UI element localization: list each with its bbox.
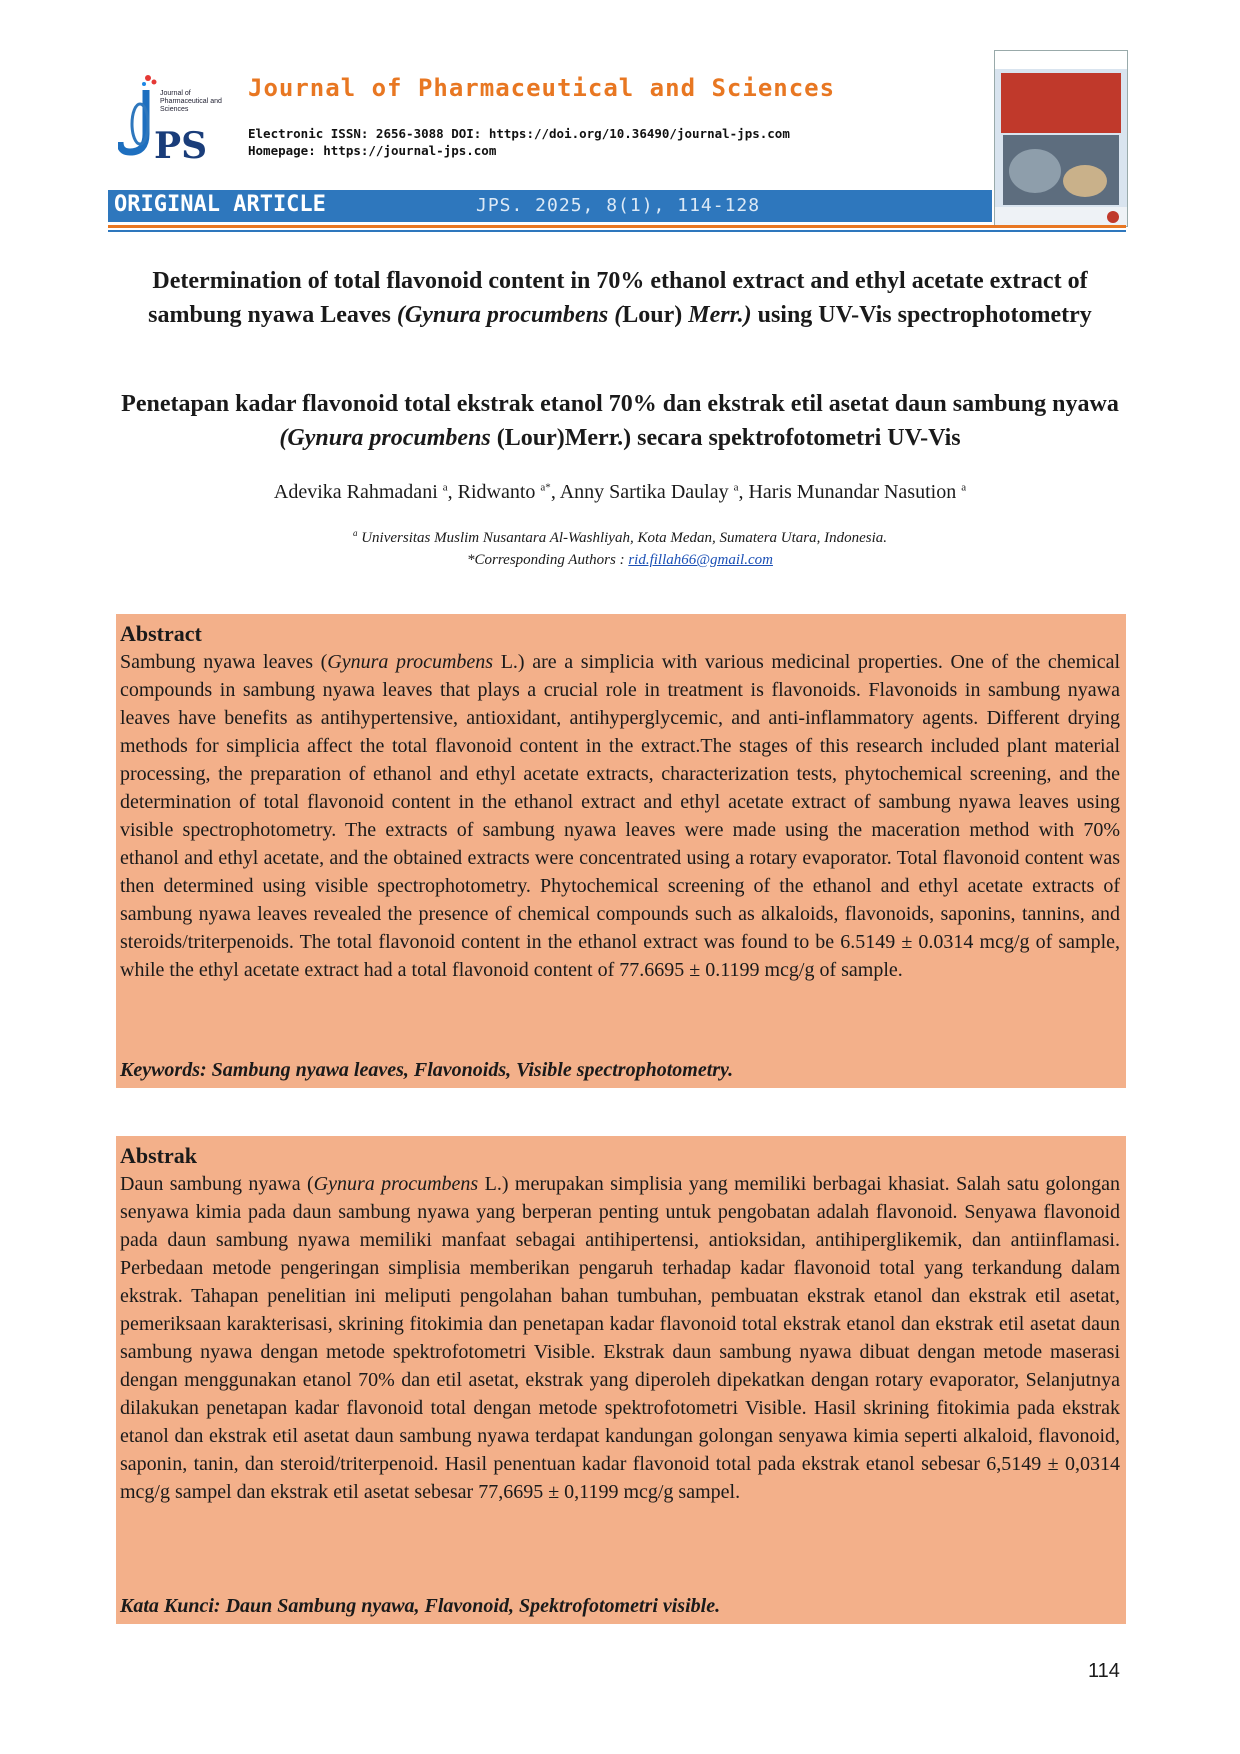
author-list: Adevika Rahmadani $^a$, Ridwanto $^{a*}$, Anny Sartika Daulay $^a$, Haris Munandar Nasution $^a$ bbox=[273, 481, 967, 503]
article-citation: JPS. 2025, 8(1), 114-128 bbox=[476, 195, 761, 216]
blue-divider bbox=[108, 230, 1126, 232]
homepage-line: Homepage: https://journal-jps.com bbox=[248, 143, 497, 158]
journal-logo bbox=[118, 72, 230, 164]
affiliation-text: Universitas Muslim Nusantara Al-Washliyah, Kota Medan, Sumatera Utara, Indonesia. bbox=[361, 530, 888, 546]
svg-text:PS: PS bbox=[154, 125, 208, 164]
author-name: Ridwanto bbox=[457, 481, 536, 503]
abstract-heading: Abstract bbox=[120, 621, 202, 646]
title-english: Determination of total flavonoid content in 70% ethanol extract and ethyl acetate extract of sambung nyawa Leaves (Gynura procumbens (Lour) Merr.) using UV-Vis spectrophotometry bbox=[148, 268, 1092, 328]
corresponding-label: *Corresponding Authors : bbox=[467, 552, 629, 568]
abstrak-text: Daun sambung nyawa (Gynura procumbens L.) merupakan simplisia yang memiliki berbagai khasiat. Salah satu golongan senyawa kimia pada daun sambung nyawa yang berperan penting untuk pengobatan adalah flavonoid. Senyawa flavonoid pada daun sambung nyawa memiliki manfaat sebagai antihipertensi, antioksidan, antihiperglikemik, dan antiinflamasi. Perbedaan metode pengeringan simplisia memberikan pengaruh terhadap kadar flavonoid total yang terkandung dalam ekstrak. Tahapan penelitian ini meliputi pengolahan bahan tumbuhan, pembuatan ekstrak etanol dan ekstrak etil asetat, pemeriksaan karakterisasi, skrining fitokimia dan penetapan kadar flavonoid total ekstrak etanol dan ekstrak etil asetat daun sambung nyawa dengan metode spektrofotometri Visible. Ekstrak daun sambung nyawa dibuat dengan metode maserasi dengan menggunakan etanol 70% dan etil asetat, ekstrak yang diperoleh dipekatkan dengan rotary evaporator, Selanjutnya dilakukan penetapan kadar flavonoid total dengan metode spektrofotometri Visible. Hasil skrining fitokimia pada ekstrak etanol dan ekstrak etil asetat daun sambung nyawa terdapat kandungan golongan senyawa kimia seperti alkaloid, flavonoid, saponin, tanin, dan steroid/triterpenoid. Hasil penentuan kadar flavonoid total pada ekstrak etanol sebesar 6,5149 ± 0,0314 mcg/g sampel dan ekstrak etil asetat sebesar 77,6695 ± 0,1199 mcg/g sampel. bbox=[120, 1173, 1120, 1503]
author-name: Haris Munandar Nasution bbox=[748, 481, 957, 503]
journal-cover-image bbox=[994, 50, 1128, 227]
abstrak-keywords: Kata Kunci: Daun Sambung nyawa, Flavonoid, Spektrofotometri visible. bbox=[120, 1595, 721, 1617]
article-type-banner bbox=[108, 190, 992, 222]
corresponding-email-link[interactable]: rid.fillah66@gmail.com bbox=[628, 552, 773, 568]
journal-title: Journal of Pharmaceutical and Sciences bbox=[248, 74, 836, 102]
title-indonesian: Penetapan kadar flavonoid total ekstrak etanol 70% dan ekstrak etil asetat daun sambung nyawa (Gynura procumbens (Lour)Merr.) secara spektrofotometri UV-Vis bbox=[121, 391, 1119, 451]
affiliation-block: $^a$ Universitas Muslim Nusantara Al-Washliyah, Kota Medan, Sumatera Utara, Indonesia. *Corresponding Authors : rid.fillah66@gmail.com bbox=[352, 528, 888, 568]
author-name: Adevika Rahmadani bbox=[273, 481, 438, 503]
orange-divider bbox=[108, 225, 1126, 228]
issn-doi-line: Electronic ISSN: 2656-3088 DOI: https://doi.org/10.36490/journal-jps.com bbox=[248, 126, 790, 141]
article-type-label: ORIGINAL ARTICLE bbox=[114, 192, 326, 217]
abstract-keywords: Keywords: Sambung nyawa leaves, Flavonoids, Visible spectrophotometry. bbox=[120, 1059, 734, 1081]
page-number: 114 bbox=[1088, 1660, 1120, 1682]
author-name: Anny Sartika Daulay bbox=[559, 481, 729, 503]
abstract-text: Sambung nyawa leaves (Gynura procumbens L.) are a simplicia with various medicinal properties. One of the chemical compounds in sambung nyawa leaves that plays a crucial role in treatment is flavonoids. Flavonoids in sambung nyawa leaves have benefits as antihypertensive, antioxidant, antihyperglycemic, and anti-inflammatory agents. Different drying methods for simplicia affect the total flavonoid content in the extract.The stages of this research included plant material processing, the preparation of ethanol and ethyl acetate extracts, characterization tests, phytochemical screening, and the determination of total flavonoid content in the ethanol extract and ethyl acetate extract of sambung nyawa leaves using visible spectrophotometry. The extracts of sambung nyawa leaves were made using the maceration method with 70% ethanol and ethyl acetate, and the obtained extracts were concentrated using a rotary evaporator. Total flavonoid content was then determined using visible spectrophotometry. Phytochemical screening of the ethanol and ethyl acetate extracts of sambung nyawa leaves revealed the presence of chemical compounds such as alkaloids, flavonoids, saponins, tannins, and steroids/triterpenoids. The total flavonoid content in the ethanol extract was found to be 6.5149 ± 0.0314 mcg/g of sample, while the ethyl acetate extract had a total flavonoid content of 77.6695 ± 0.1199 mcg/g of sample. bbox=[120, 651, 1121, 981]
logo-caption: Journal of Pharmaceutical and Sciences bbox=[160, 90, 222, 113]
abstrak-heading: Abstrak bbox=[120, 1143, 198, 1168]
abstrak-box bbox=[116, 1136, 1126, 1624]
jps-logo-icon bbox=[118, 72, 230, 164]
abstract-box bbox=[116, 614, 1126, 1088]
